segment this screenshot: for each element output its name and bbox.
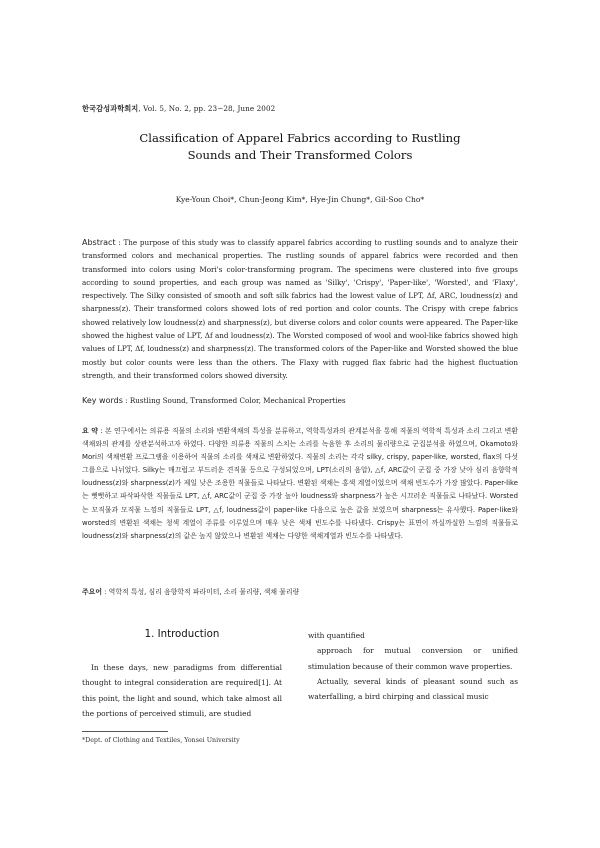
body-column-right: [308, 628, 518, 704]
korean-keywords-label: 주요어: [82, 588, 102, 596]
paper-title: [82, 130, 518, 164]
keywords-label: Key words: [82, 396, 123, 405]
paragraph-continuation-2: approach for mutual conversion or unified stimulation because of their common wave properties.: [308, 646, 518, 671]
title-line-1: Classification of Apparel Fabrics according to Rustling: [139, 131, 461, 145]
paragraph: Actually, several kinds of pleasant sound such as waterfalling, a bird chirping and classical music: [308, 676, 518, 702]
korean-keywords: [82, 586, 518, 596]
footnote-divider: [82, 731, 168, 732]
korean-keywords-text: : 역학적 특성, 심리 음향학적 파라미터, 소리 물리량, 색채 물리량: [101, 588, 300, 596]
citation-details: , Vol. 5, No. 2, pp. 23−28, June 2002: [138, 104, 276, 113]
footnote-affiliation: *Dept. of Clothing and Textiles, Yonsei University: [82, 737, 240, 744]
abstract: [82, 236, 518, 382]
body-column-left: In these days, new paradigms from differential thought to integral consideration are required[1]. At this point, the light and sound, which take almost all the portions of perceived stimuli, are studied: [82, 663, 282, 718]
keywords: [82, 396, 518, 405]
abstract-text: : The purpose of this study was to classify apparel fabrics according to rustling sounds and to analyze their transformed colors and mechanical properties. The rustling sounds of apparel fabrics were recorded and then transformed into colors using Mori's color-transforming program. The specimens were clustered into five groups according to sound properties, and each group was named as 'Silky', 'Crispy', 'Paper-like', 'Worsted', and 'Flaxy', respectively. The Silky consisted of smooth and soft silk fabrics had the lowest value of LPT, Δf, ARC, loudness(z) and sharpness(z). Their transformed colors showed lots of red portion and color counts. The Crispy with crepe fabrics showed relatively low loudness(z) and sharpness(z), but diverse colors and color counts were appeared. The Paper-like showed the highest value of LPT, Δf and loudness(z). The Worsted composed of wool and wool-like fabrics showed high values of LPT, Δf, loudness(z) and sharpness(z). The transformed colors of the Paper-like and Worsted showed the blue mostly but color counts were less than the others. The Flaxy with rugged flax fabric had the highest fluctuation strength, and their transformed colors showed diversity.: [82, 238, 518, 380]
author-list: Kye-Youn Choi*, Chun-Jeong Kim*, Hye-Jin Chung*, Gil-Soo Cho*: [175, 195, 425, 204]
title-line-2: Sounds and Their Transformed Colors: [187, 148, 413, 162]
abstract-label: Abstract: [82, 238, 116, 247]
paragraph-continuation: with quantified: [308, 631, 365, 640]
section-heading-introduction: 1. Introduction: [144, 629, 220, 640]
journal-citation: [82, 104, 275, 114]
korean-abstract-text: : 본 연구에서는 의류용 직물의 소리와 변환색채의 특성을 분류하고, 역학특성과의 관계분석을 통해 직물의 역학적 특성과 소리 그리고 변환색채와의 관계를 상관분석하고자 하였다. 다양한 의류용 직물의 스치는 소리를 녹음한 후 소리의 물리량으로 군집분석을 하였으며, Okamoto와 Mori의 색채변환 프로그램을 이용하여 직물의 소리를 색채로 변환하였다. 직물의 소리는 각각 silky, crispy, paper-like, worsted, flax의 다섯 그룹으로 나뉘었다. Silky는 매끄럽고 부드러운 견직물 등으로 구성되었으며, LPT(소리의 음압), △f, ARC값이 군집 중 가장 낮아 심리 음향학적 loudness(z)와 sharpness(z)가 제일 낮은 조용한 직물들로 나타났다. 변환된 색채는 홍색 계열이었으며 색채 빈도수가 가장 많았다. Paper-like는 뻣뻣하고 파삭파삭한 직물들로 LPT, △f, ARC값이 군집 중 가장 높아 loudness와 sharpness가 높은 시끄러운 직물들로 나타났다. Worsted는 모직물과 모직물 느낌의 직물들로 LPT, △f, loudness값이 paper-like 다음으로 높은 값을 보였으며 sharpness는 유사했다. Paper-like와 worsted의 변환된 색채는 청색 계열이 주류를 이루었으며 매우 낮은 색채 빈도수를 나타냈다. Crispy는 표면이 까실까실한 느낌의 직물들로 loudness(z)와 sharpness(z)의 값은 높지 않았으나 변환된 색채는 다양한 색채계열과 빈도수를 나타냈다.: [82, 427, 518, 540]
keywords-text: : Rustling Sound, Transformed Color, Mechanical Properties: [122, 396, 346, 405]
journal-name: 한국감성과학회지: [82, 104, 139, 113]
korean-abstract: [82, 425, 518, 543]
korean-abstract-label: 요 약: [82, 427, 98, 435]
